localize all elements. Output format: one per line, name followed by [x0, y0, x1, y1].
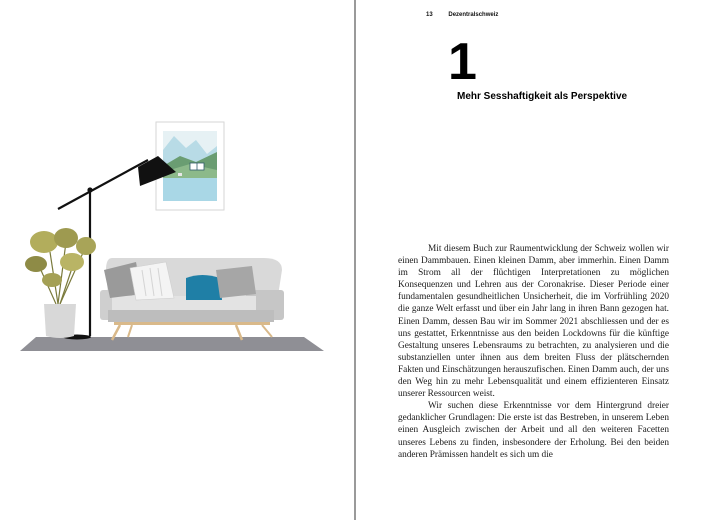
- potted-plant: [25, 228, 96, 338]
- living-room-illustration: [0, 0, 354, 520]
- rug: [20, 337, 324, 351]
- paragraph: Mit diesem Buch zur Raumentwicklung der Schweiz wollen wir einen Dammbauen. Einen kleinen Damm, aber immerhin. Einen Damm im Strom all der flüchtigen Interpretationen zu möglichen Konsequenzen und Lehren aus der Coronakrise. Dieser Periode einer fundamentalen gesundheitlichen Unsicherheit, die im Vorfrühling 2020 die ganze Welt erfasst und über ein Jahr lang in ihren Bann gezogen hat. Einen Damm, dessen Bau wir im Sommer 2021 abschliessen und der es uns gestattet, Erkenntnisse aus den beiden Lockdowns für die künftige Gestaltung unseres Lebensraums zu betrachten, zu analysieren und die substanziellen unter ihnen aus dem breiten Fluss der plätschernden Fakten und Einschätzungen herauszufischen. Einen Damm auch, der uns den Weg hin zu mehr Lebensqualität und einem effizienteren Einsatz unserer Ressourcen weist.: [398, 244, 669, 400]
- page-number: 13: [426, 12, 433, 18]
- sofa: [100, 258, 284, 340]
- right-page: [356, 0, 709, 520]
- running-head: [426, 12, 498, 18]
- body-text: [398, 243, 669, 461]
- paragraph: Wir suchen diese Erkenntnisse vor dem Hintergrund dreier gedanklicher Grundlagen: Die erste ist das Bestreben, in unserem Leben einen Ausgleich zwischen der Arbeit und all den weiteren Facetten unseres Lebens zu finden, insbesondere der Erholung. Bei den beiden anderen Prämissen handelt es sich um die: [398, 401, 669, 460]
- chapter-title: Mehr Sesshaftigkeit als Perspektive: [457, 91, 628, 102]
- chapter-number: 1: [448, 33, 477, 91]
- running-title: Dezentralschweiz: [448, 12, 499, 18]
- left-page: [0, 0, 354, 520]
